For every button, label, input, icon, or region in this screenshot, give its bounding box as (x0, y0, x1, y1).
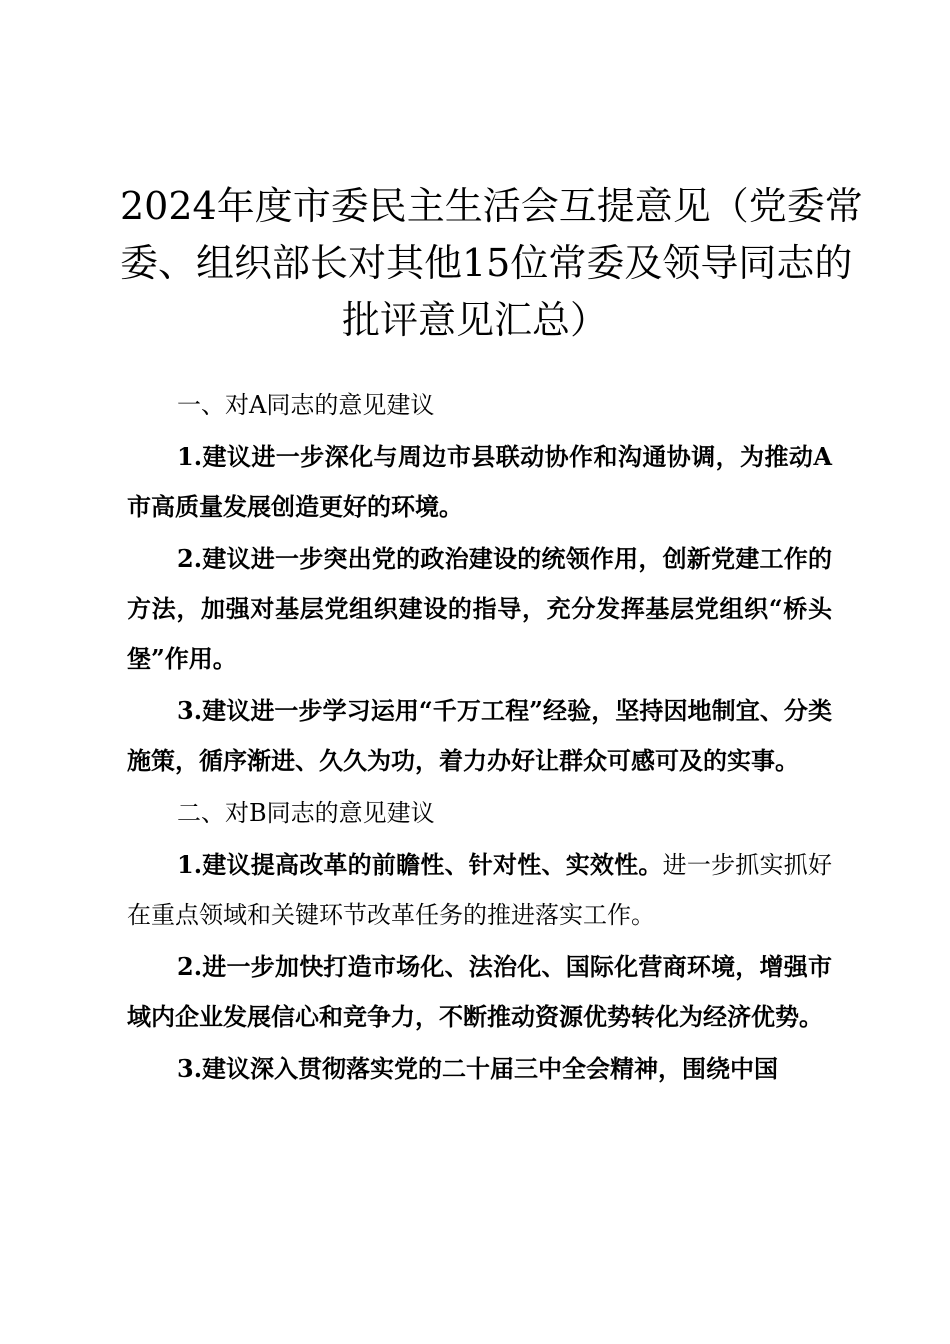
suggestion-bold-text: 1.建议提高改革的前瞻性、针对性、实效性。 (177, 850, 663, 879)
title-line-3: 批评意见汇总） (341, 298, 608, 342)
suggestion-a-1 (127, 432, 832, 532)
suggestion-b-2 (127, 942, 832, 1042)
suggestion-bold-text: 2.进一步加快打造市场化、法治化、国际化营商环境，增强市域内企业发展信心和竞争力，不断推动资源优势转化为经济优势。 (127, 952, 832, 1031)
document-body (127, 380, 832, 1096)
section-heading-a: 一、对A同志的意见建议 (177, 391, 435, 419)
suggestion-a-2 (127, 534, 832, 684)
suggestion-normal-text: 进一步抓实抓好在重点领域和关键环节改革任务的推进落实工作。 (127, 851, 832, 929)
suggestion-bold-text: 2.建议进一步突出党的政治建设的统领作用，创新党建工作的方法，加强对基层党组织建设的指导，充分发挥基层党组织“桥头堡”作用。 (127, 544, 832, 673)
suggestion-bold-text: 3.建议深入贯彻落实党的二十届三中全会精神，围绕中国 (177, 1054, 779, 1083)
document-title (120, 178, 863, 349)
suggestion-bold-text: 3.建议进一步学习运用“千万工程”经验，坚持因地制宜、分类施策，循序渐进、久久为功，着力办好让群众可感可及的实事。 (127, 696, 832, 775)
suggestion-b-3 (127, 1044, 832, 1094)
title-line-2: 委、组织部长对其他15位常委及领导同志的 (120, 241, 853, 285)
suggestion-bold-text: 1.建议进一步深化与周边市县联动协作和沟通协调，为推动A市高质量发展创造更好的环境。 (127, 442, 832, 521)
title-line-1: 2024年度市委民主生活会互提意见（党委常 (120, 184, 863, 228)
suggestion-a-3 (127, 686, 832, 786)
suggestion-b-1 (127, 840, 832, 940)
section-heading-b: 二、对B同志的意见建议 (177, 799, 435, 827)
